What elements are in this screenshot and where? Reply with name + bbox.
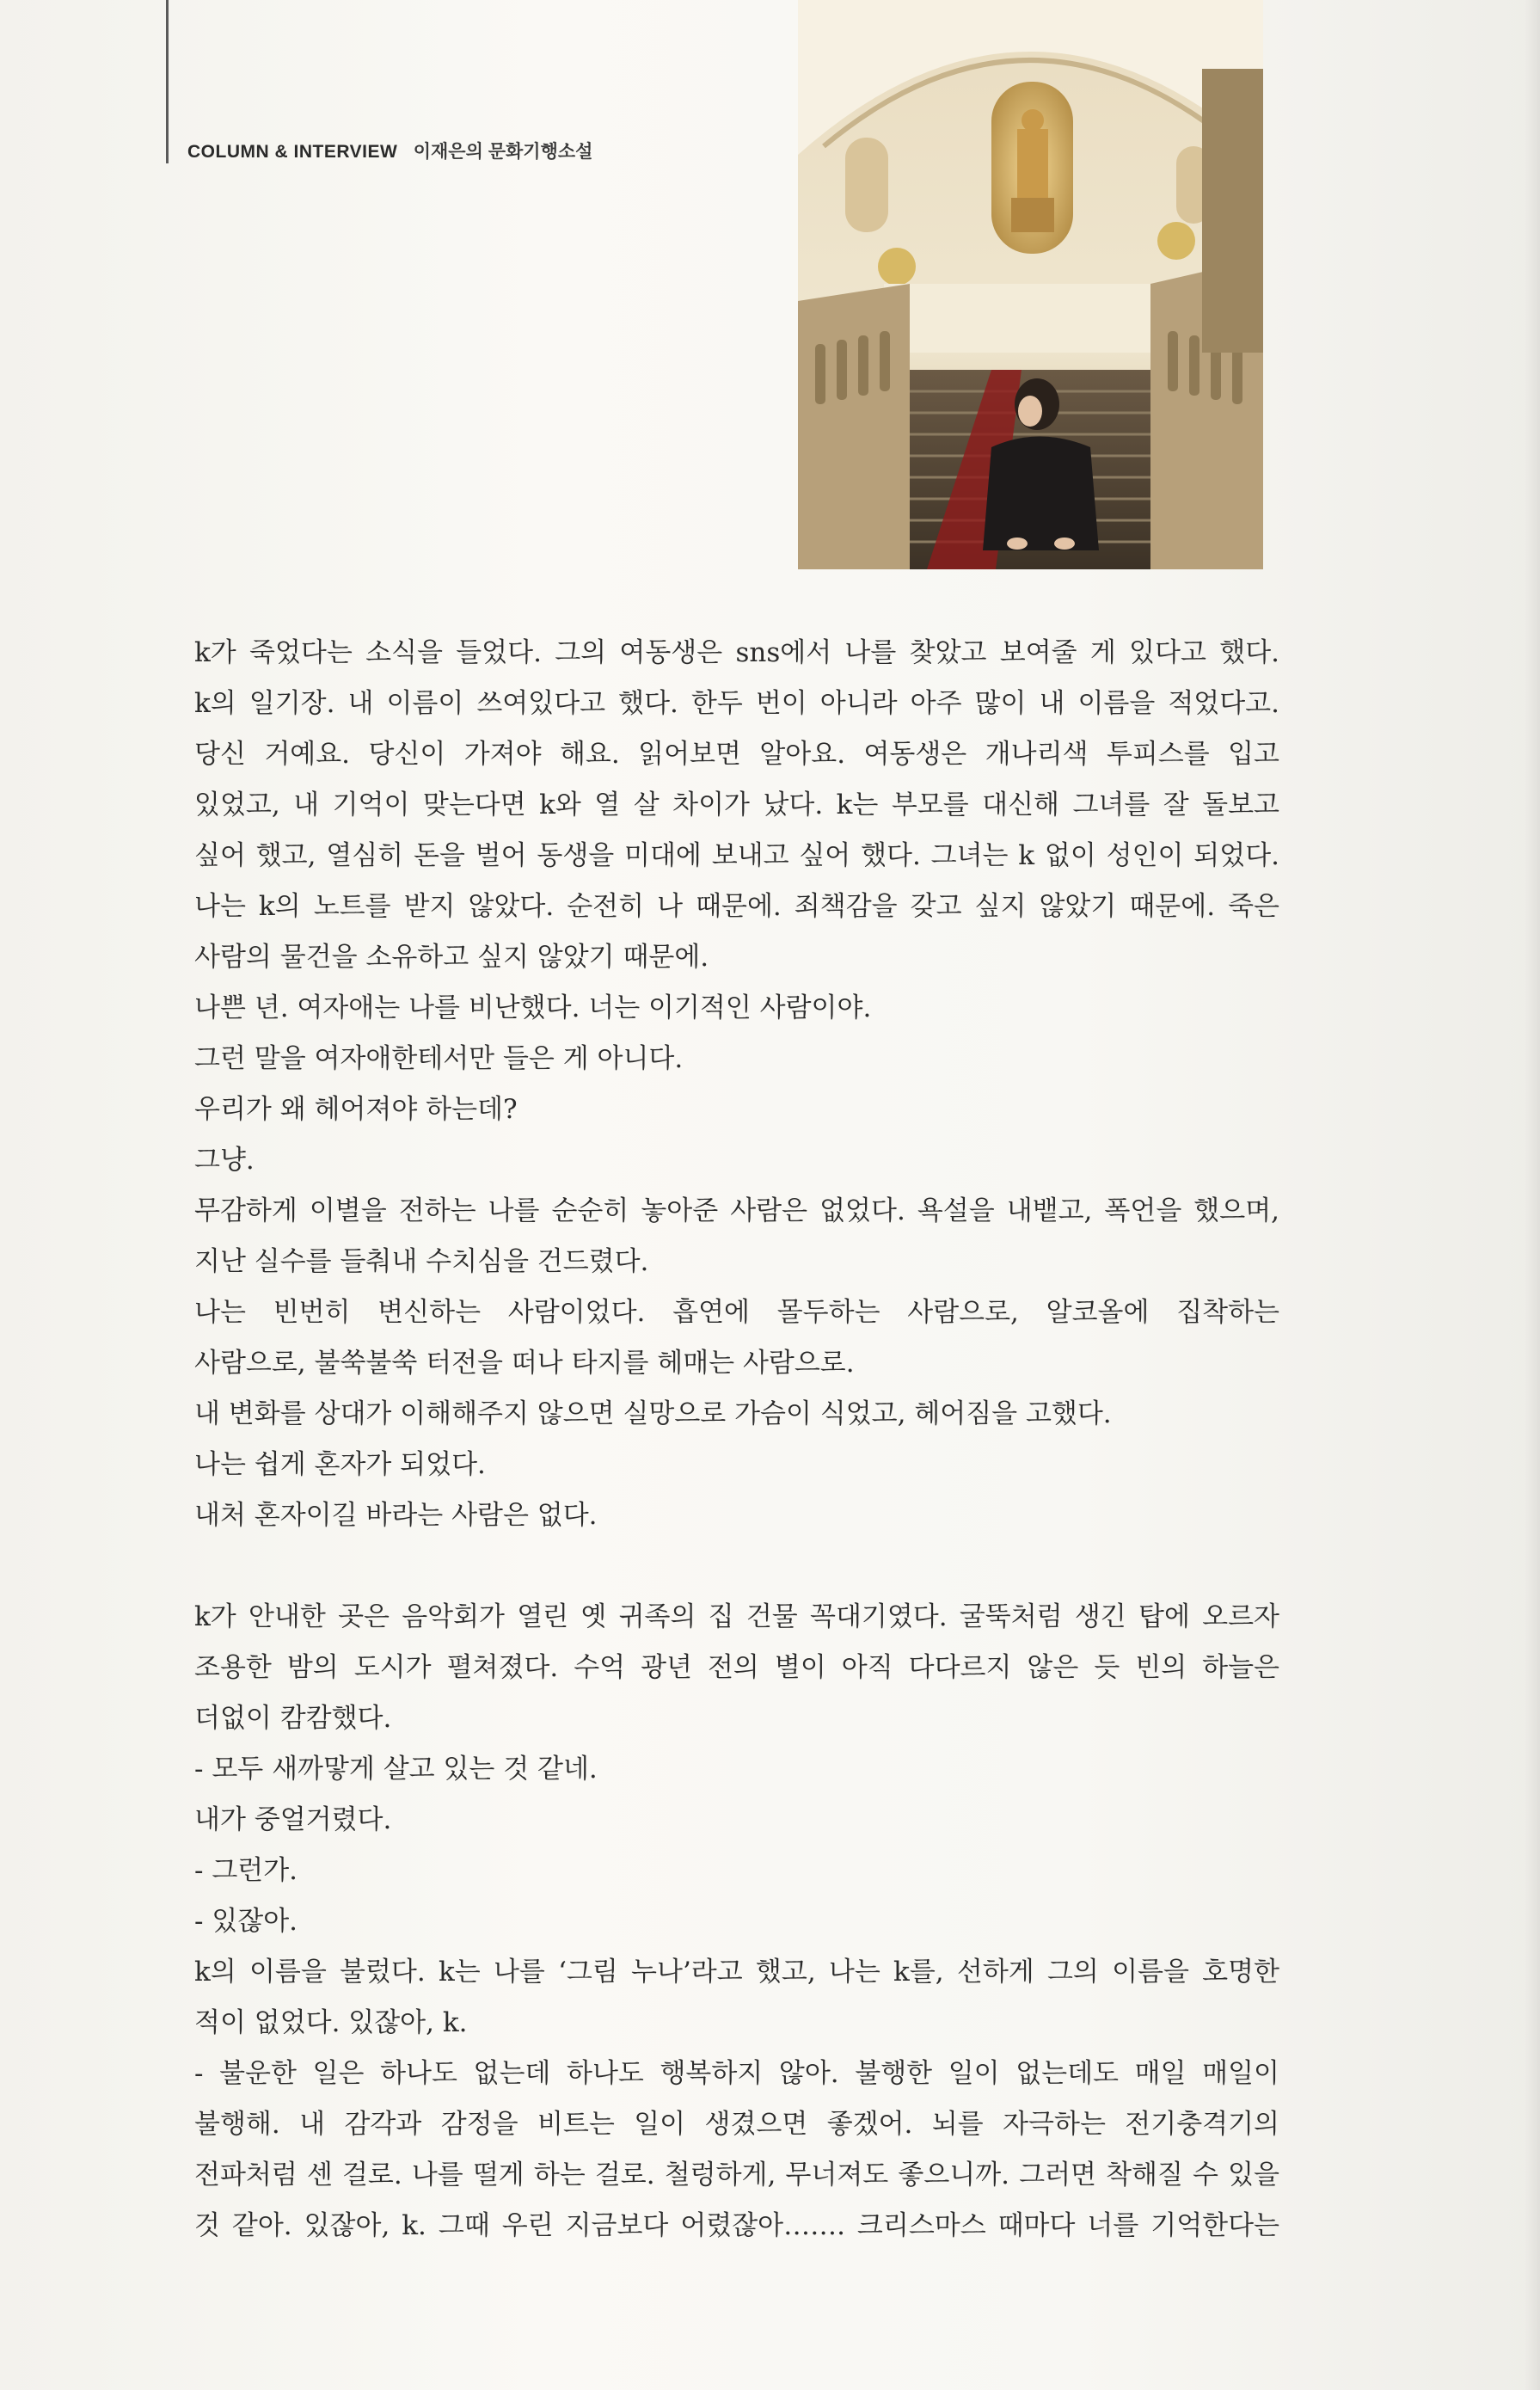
body-line: 그냥. — [194, 1145, 255, 1176]
body-line: 나쁜 년. 여자애는 나를 비난했다. 너는 이기적인 사람이야. — [194, 992, 872, 1023]
body-line: 사람의 물건을 소유하고 싶지 않았기 때문에. — [194, 942, 709, 973]
body-line: 것 같아. 있잖아, k. 그때 우린 지금보다 어렸잖아……. 크리스마스 때마다 너를 기억한다는 — [194, 2210, 1279, 2241]
running-header — [187, 138, 592, 163]
body-line: k의 이름을 불렀다. k는 나를 ‘그림 누나’라고 했고, 나는 k를, 선하게 그의 이름을 호명한 — [194, 1957, 1279, 1988]
body-line: 나는 빈번히 변신하는 사람이었다. 흡연에 몰두하는 사람으로, 알코올에 집착하는 — [194, 1297, 1279, 1328]
body-line: 조용한 밤의 도시가 펼쳐졌다. 수억 광년 전의 별이 아직 다다르지 않은 듯 빈의 하늘은 — [194, 1652, 1279, 1683]
body-line: - 모두 새까맣게 살고 있는 것 같네. — [194, 1754, 598, 1785]
staircase-photo-icon — [798, 0, 1263, 569]
body-line: - 있잖아. — [194, 1906, 298, 1937]
body-line: 사람으로, 불쑥불쑥 터전을 떠나 타지를 헤매는 사람으로. — [194, 1348, 855, 1379]
body-line: 더없이 캄캄했다. — [194, 1703, 392, 1734]
paragraph-gap — [194, 1541, 1279, 1592]
page-shadow — [1525, 0, 1540, 2390]
body-line: 불행해. 내 감각과 감정을 비트는 일이 생겼으면 좋겠어. 뇌를 자극하는 전기충격기의 — [194, 2109, 1279, 2140]
body-line: k가 죽었다는 소식을 들었다. 그의 여동생은 sns에서 나를 찾았고 보여줄 게 있다고 했다. — [194, 637, 1279, 668]
body-line: 나는 k의 노트를 받지 않았다. 순전히 나 때문에. 죄책감을 갖고 싶지 않았기 때문에. 죽은 — [194, 891, 1279, 922]
body-line: 그런 말을 여자애한테서만 들은 게 아니다. — [194, 1043, 684, 1074]
body-line: 내 변화를 상대가 이해해주지 않으면 실망으로 가슴이 식었고, 헤어짐을 고했다. — [194, 1398, 1112, 1429]
body-line: 전파처럼 센 걸로. 나를 떨게 하는 걸로. 철렁하게, 무너져도 좋으니까. 그러면 착해질 수 있을 — [194, 2160, 1279, 2190]
body-line: 나는 쉽게 혼자가 되었다. — [194, 1449, 486, 1480]
body-line: 지난 실수를 들춰내 수치심을 건드렸다. — [194, 1246, 649, 1277]
body-line: - 그런가. — [194, 1855, 298, 1886]
body-line: 우리가 왜 헤어져야 하는데? — [194, 1094, 518, 1125]
body-line: 싶어 했고, 열심히 돈을 벌어 동생을 미대에 보내고 싶어 했다. 그녀는 k 없이 성인이 되었다. — [194, 840, 1279, 871]
staircase-photo — [798, 0, 1263, 569]
body-line: 있었고, 내 기억이 맞는다면 k와 열 살 차이가 났다. k는 부모를 대신해 그녀를 잘 돌보고 — [194, 789, 1279, 820]
body-line: k가 안내한 곳은 음악회가 열린 옛 귀족의 집 건물 꼭대기였다. 굴뚝처럼 생긴 탑에 오르자 — [194, 1601, 1279, 1632]
body-line: k의 일기장. 내 이름이 쓰여있다고 했다. 한두 번이 아니라 아주 많이 내 이름을 적었다고. — [194, 688, 1279, 719]
series-title: 이재은의 문화기행소설 — [413, 142, 593, 162]
body-line: 내가 중얼거렸다. — [194, 1804, 392, 1835]
body-line: 무감하게 이별을 전하는 나를 순순히 놓아준 사람은 없었다. 욕설을 내뱉고, 폭언을 했으며, — [194, 1195, 1279, 1226]
body-line: 내처 혼자이길 바라는 사람은 없다. — [194, 1500, 598, 1531]
section-title: COLUMN & INTERVIEW — [187, 142, 398, 162]
header-divider — [166, 0, 169, 163]
article-body — [194, 628, 1279, 2252]
body-line: 당신 거예요. 당신이 가져야 해요. 읽어보면 알아요. 여동생은 개나리색 투피스를 입고 — [194, 739, 1279, 770]
body-line: - 불운한 일은 하나도 없는데 하나도 행복하지 않아. 불행한 일이 없는데도 매일 매일이 — [194, 2058, 1279, 2089]
body-line: 적이 없었다. 있잖아, k. — [194, 2007, 468, 2038]
